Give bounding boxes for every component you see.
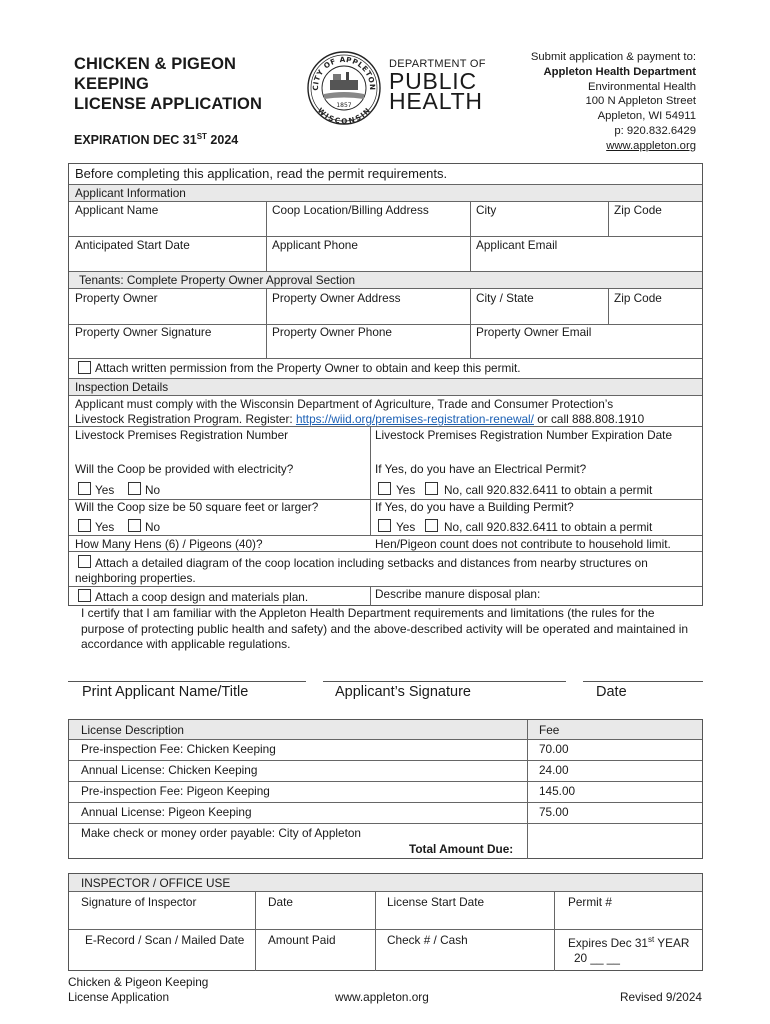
- contact-phone: p: 920.832.6429: [614, 124, 696, 137]
- fee-row-desc: Pre-inspection Fee: Chicken Keeping: [81, 742, 276, 756]
- count-note: Hen/Pigeon count does not contribute to household limit.: [375, 537, 671, 551]
- title-line-2: KEEPING: [74, 75, 149, 93]
- attach-diagram-label-line2: neighboring properties.: [75, 571, 196, 585]
- footer-website: www.appleton.org: [335, 990, 429, 1004]
- contact-website-link[interactable]: www.appleton.org: [606, 139, 696, 152]
- expires-label: Expires Dec 31st YEAR: [568, 935, 690, 950]
- premises-number-field[interactable]: Livestock Premises Registration Number: [75, 428, 289, 442]
- attach-permission-checkbox[interactable]: [78, 361, 91, 374]
- intro-text: Before completing this application, read the permit requirements.: [75, 166, 448, 181]
- how-many-field[interactable]: How Many Hens (6) / Pigeons (40)?: [75, 537, 263, 551]
- contact-block: [436, 50, 696, 154]
- electrical-permit-yes-checkbox[interactable]: [378, 482, 391, 495]
- signature-label: Applicant’s Signature: [335, 684, 471, 700]
- building-permit-no-checkbox[interactable]: [425, 519, 438, 532]
- erecord-field[interactable]: E-Record / Scan / Mailed Date: [85, 933, 245, 947]
- premises-expiration-field[interactable]: Livestock Premises Registration Number Expiration Date: [375, 428, 673, 442]
- seal-top-text: CITY OF APPLETON: [310, 54, 378, 91]
- footer-doc-name: [68, 975, 208, 1005]
- permit-number-field[interactable]: Permit #: [568, 895, 612, 909]
- org-name: Appleton Health Department: [543, 65, 696, 78]
- electricity-no-label: No: [145, 483, 161, 497]
- amount-paid-field[interactable]: Amount Paid: [268, 933, 336, 947]
- electrical-permit-question: If Yes, do you have an Electrical Permit?: [375, 462, 587, 476]
- title-line-3: LICENSE APPLICATION: [74, 95, 262, 113]
- fee-header-fee: Fee: [539, 723, 560, 737]
- electrical-permit-no-checkbox[interactable]: [425, 482, 438, 495]
- fee-row-amount: 75.00: [539, 805, 569, 819]
- city-field[interactable]: City: [476, 203, 497, 217]
- contact-division: Environmental Health: [587, 80, 696, 93]
- inspection-section-header: Inspection Details: [75, 380, 169, 394]
- attach-diagram-checkbox[interactable]: [78, 555, 91, 568]
- attach-plan-label: Attach a coop design and materials plan.: [95, 590, 309, 604]
- city-seal-logo: [306, 50, 382, 126]
- comply-text-line2: Livestock Registration Program. Register: https://wiid.org/premises-registration-renewal/ or call 888.808.1910: [75, 412, 645, 426]
- attach-permission-label: Attach written permission from the Property Owner to obtain and keep this permit.: [95, 361, 521, 375]
- owner-phone-field[interactable]: Property Owner Phone: [272, 325, 392, 339]
- owner-zip-field[interactable]: Zip Code: [614, 291, 662, 305]
- print-name-line[interactable]: [68, 681, 306, 682]
- building-permit-yes-label: Yes: [396, 520, 416, 534]
- payable-note: Make check or money order payable: City of Appleton: [81, 826, 361, 840]
- check-cash-field[interactable]: Check # / Cash: [387, 933, 468, 947]
- total-due-field[interactable]: [528, 824, 703, 859]
- electrical-permit-no-label: No, call 920.832.6411 to obtain a permit: [444, 483, 653, 497]
- footer-doc-name-line2: License Application: [68, 990, 169, 1004]
- city-state-field[interactable]: City / State: [476, 291, 534, 305]
- signature-line[interactable]: [323, 681, 566, 682]
- size-no-label: No: [145, 520, 161, 534]
- owner-email-field[interactable]: Property Owner Email: [476, 325, 592, 339]
- electricity-yes-checkbox[interactable]: [78, 482, 91, 495]
- inspector-date-field[interactable]: Date: [268, 895, 293, 909]
- dept-of-label: DEPARTMENT OF: [389, 58, 486, 70]
- fee-row-desc: Annual License: Pigeon Keeping: [81, 805, 252, 819]
- fee-row-desc: Pre-inspection Fee: Pigeon Keeping: [81, 784, 270, 798]
- fee-row-desc: Annual License: Chicken Keeping: [81, 763, 258, 777]
- expires-year-field[interactable]: 20 __ __: [574, 951, 620, 965]
- fee-table: [68, 719, 703, 859]
- attach-plan-checkbox[interactable]: [78, 589, 91, 602]
- seal-year: 1857: [336, 102, 352, 109]
- inspector-table: [68, 873, 703, 971]
- inspector-signature-field[interactable]: Signature of Inspector: [81, 895, 197, 909]
- comply-text-line1: Applicant must comply with the Wisconsin Department of Agriculture, Trade and Consumer Protection’s: [75, 397, 614, 411]
- building-permit-no-label: No, call 920.832.6411 to obtain a permit: [444, 520, 653, 534]
- license-start-field[interactable]: License Start Date: [387, 895, 485, 909]
- size-no-checkbox[interactable]: [128, 519, 141, 532]
- coop-location-field[interactable]: Coop Location/Billing Address: [272, 203, 429, 217]
- total-due-label: Total Amount Due:: [409, 842, 514, 856]
- application-form: [68, 163, 703, 606]
- premises-registration-link[interactable]: https://wiid.org/premises-registration-renewal/: [295, 412, 534, 426]
- owner-signature-field[interactable]: Property Owner Signature: [75, 325, 212, 339]
- attach-diagram-label-line1: Attach a detailed diagram of the coop location including setbacks and distances from nearby structures on: [95, 556, 648, 570]
- electricity-no-checkbox[interactable]: [128, 482, 141, 495]
- dept-public-label: PUBLIC: [389, 68, 477, 94]
- applicant-email-field[interactable]: Applicant Email: [476, 238, 558, 252]
- fee-row-amount: 145.00: [539, 784, 576, 798]
- print-name-label: Print Applicant Name/Title: [82, 684, 249, 700]
- seal-bottom-text: WISCONSIN: [315, 105, 373, 126]
- property-owner-field[interactable]: Property Owner: [75, 291, 158, 305]
- start-date-field[interactable]: Anticipated Start Date: [75, 238, 190, 252]
- zip-field[interactable]: Zip Code: [614, 203, 662, 217]
- owner-address-field[interactable]: Property Owner Address: [272, 291, 401, 305]
- electricity-yes-label: Yes: [95, 483, 115, 497]
- inspector-section-title: INSPECTOR / OFFICE USE: [81, 876, 231, 890]
- date-label: Date: [596, 684, 627, 700]
- fee-row-amount: 24.00: [539, 763, 569, 777]
- contact-street: 100 N Appleton Street: [585, 95, 696, 108]
- date-line[interactable]: [583, 681, 703, 682]
- footer-revision: Revised 9/2024: [620, 990, 702, 1004]
- fee-row-amount: 70.00: [539, 742, 569, 756]
- expiration-date: EXPIRATION DEC 31ST 2024: [74, 132, 239, 148]
- size-yes-label: Yes: [95, 520, 115, 534]
- electrical-permit-yes-label: Yes: [396, 483, 416, 497]
- size-yes-checkbox[interactable]: [78, 519, 91, 532]
- tenants-section-header: Tenants: Complete Property Owner Approval Section: [79, 273, 356, 287]
- coop-size-question: Will the Coop size be 50 square feet or larger?: [75, 500, 319, 514]
- building-permit-yes-checkbox[interactable]: [378, 519, 391, 532]
- title-line-1: CHICKEN & PIGEON: [74, 55, 237, 73]
- applicant-name-field[interactable]: Applicant Name: [75, 203, 159, 217]
- applicant-section-header: Applicant Information: [75, 186, 186, 200]
- form-title: [74, 54, 262, 114]
- contact-city: Appleton, WI 54911: [597, 110, 696, 123]
- dept-health-label: HEALTH: [389, 88, 483, 114]
- submit-instruction: Submit application & payment to:: [530, 51, 696, 63]
- certification-text: I certify that I am familiar with the Appleton Health Department requirements and limitations (the rules for the purpose of protecting public health and safety) and the above-described activity will be operated and maintained in accordance with applicable regulations.: [81, 606, 689, 651]
- fee-header-description: License Description: [81, 723, 184, 737]
- building-permit-question: If Yes, do you have a Building Permit?: [375, 500, 574, 514]
- electricity-question: Will the Coop be provided with electricity?: [75, 462, 294, 476]
- manure-plan-field[interactable]: Describe manure disposal plan:: [375, 587, 541, 601]
- footer-doc-name-line1: Chicken & Pigeon Keeping: [68, 975, 209, 989]
- applicant-phone-field[interactable]: Applicant Phone: [272, 238, 358, 252]
